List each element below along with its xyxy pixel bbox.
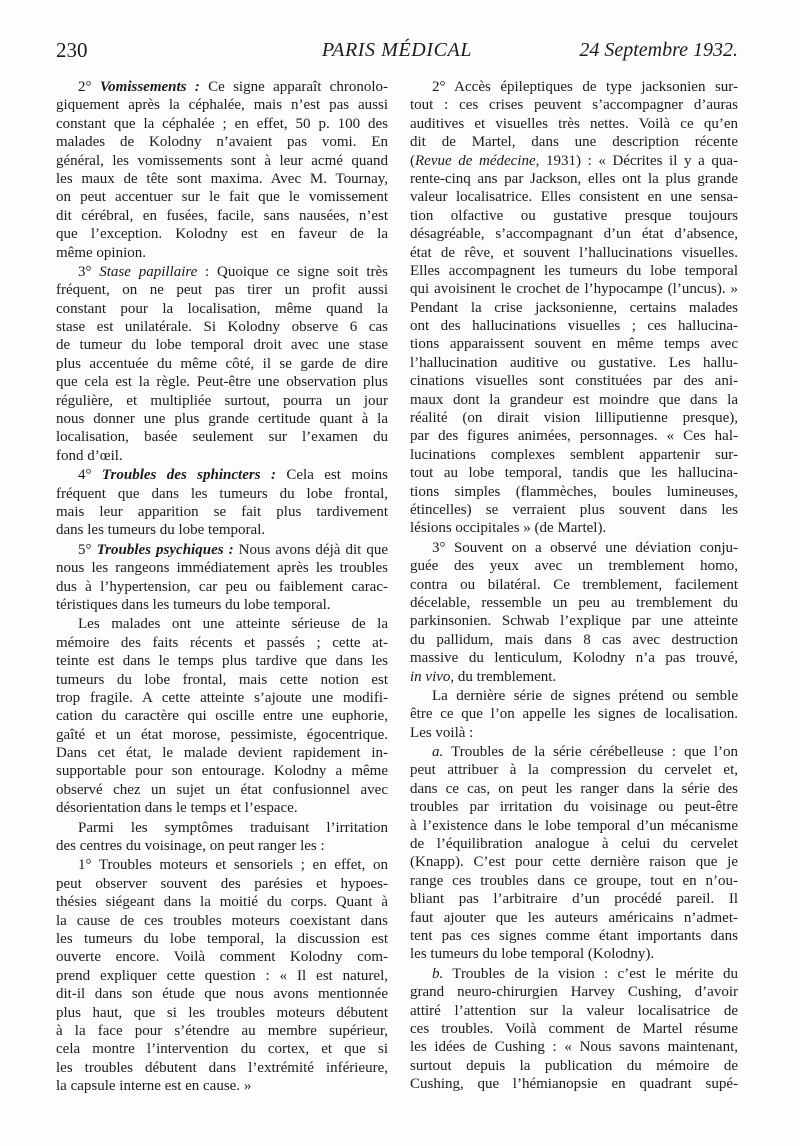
text-run: ouverte encore. Voilà comment Kolodny com- [56,949,388,966]
text-run: nous donner une plus grande certitude quant à la [56,411,388,428]
text-run: Parmi les symptômes traduisant l’irritation [78,819,388,836]
text-run: de l’équilibration analogue à celui du cervelet [410,836,738,853]
italic-text: Stase papillaire [99,263,198,280]
text-run: Nous avons déjà dit que [233,541,389,558]
page-header [56,37,738,63]
text-run: grand neuro-chirurgien Harvey Cushing, d’avoir [410,984,738,1001]
text-run: désagréable, s’accompagnant d’un état d’absence, [410,226,738,243]
paragraph [410,78,738,538]
text-run: dans ce cas, on peut les ranger dans la série des [410,780,738,797]
text-run: fond d’œil. [56,447,123,464]
italic-text: Revue de médecine [415,152,536,169]
text-line [56,355,388,373]
text-line [56,948,388,966]
text-run: état de rêve, et souvent l’hallucinations visuelles. [410,244,738,261]
italic-text: a. [432,744,444,761]
text-line [410,817,738,835]
text-line [56,503,388,521]
text-line [410,1057,738,1075]
text-run: ont des hallucinations visuelles ; ces hallucina- [410,318,738,335]
text-run: dans les tumeurs du lobe temporal. [56,522,266,539]
text-run: Troubles de la série cérébelleuse : que l’on [443,744,738,761]
text-line [56,912,388,930]
text-line [410,409,738,427]
text-line [410,761,738,779]
text-line [410,576,738,594]
text-line [410,743,738,761]
text-line [56,207,388,225]
section-heading: Troubles des sphincters : [101,467,276,484]
text-line [410,354,738,372]
text-line [56,263,388,281]
text-line [410,983,738,1001]
text-line [56,485,388,503]
text-line [56,967,388,985]
text-run: ( [410,152,415,169]
text-run: cela montre l’intervention du cortex, et que si [56,1041,388,1058]
text-run: à la face pour s’étendre au membre supérieur, [56,1022,388,1039]
text-run: bliant pas l’arbitraire d’un procédé pareil. Il [410,891,738,908]
text-line [56,1077,388,1095]
text-line [410,1002,738,1020]
text-run: valeur localisatrice. Elles consistent en une sensa- [410,189,738,206]
text-run: (Knapp). C’est pour cette dernière raison que je [410,854,738,871]
text-run: prend expliquer cette question : « Il est naturel, [56,967,388,984]
text-line [410,780,738,798]
text-run: peut observer souvent des parésies et hypoes- [56,875,388,892]
text-run: que l’exception. Kolodny est en faveur de la [56,226,388,243]
text-line [410,501,738,519]
italic-text: b. [432,965,444,982]
text-run: Dans cet état, le malade devient rapidement in- [56,745,388,762]
journal-title: PARIS MÉDICAL [321,39,473,61]
text-line [56,392,388,410]
text-run: lucinations complexes semblent appartenir sur- [410,446,738,463]
text-line [56,596,388,614]
text-run: stase est unilatérale. Si Kolodny observe 6 cas [56,319,388,336]
text-line [410,372,738,390]
text-run: nous les rangeons immédiatement après les troubles [56,560,388,577]
text-line [56,133,388,151]
page-number: 230 [56,38,88,62]
text-line [410,446,738,464]
text-run: la capsule interne est en cause. » [56,1078,252,1095]
text-run: La dernière série de signes prétend ou semble [432,687,738,704]
text-run: tout : ces crises peuvent s’accompagner d’auras [410,97,738,114]
text-line [410,78,738,96]
text-line [410,594,738,612]
text-line [410,909,738,927]
text-line [410,391,738,409]
text-line [56,78,388,96]
text-run: de tumeur du lobe temporal droit avec une stase [56,337,388,354]
text-line [410,483,738,501]
paragraph [56,541,388,615]
text-line [56,281,388,299]
text-run: faut ajouter que les auteurs américains n’admet- [410,909,738,926]
text-line [410,207,738,225]
text-line [56,744,388,762]
text-run: 2° Accès épileptiques de type jacksonien sur- [432,79,738,95]
text-run: les tumeurs du lobe temporal (Kolodny). [410,946,655,963]
section-heading: Vomissements : [99,79,200,95]
text-run: constant pour la localisation, même quand la [56,300,388,317]
text-line [56,652,388,670]
text-line [410,115,738,133]
text-run: les troubles débutent dans l’extrémité inférieure, [56,1059,388,1076]
text-line [56,781,388,799]
text-line [410,539,738,557]
text-line [56,1004,388,1022]
text-line [56,428,388,446]
text-run: tent pas ces signes comme étant importants dans [410,927,738,944]
text-line [56,559,388,577]
text-run: mais leur apparition se fait plus tardivement [56,503,388,520]
text-line [56,1059,388,1077]
text-run: la cause de ces troubles moteurs coexistant dans [56,912,388,929]
text-run: des centres du voisinage, on peut ranger les : [56,838,325,855]
text-run: contra ou bilatéral. Ce tremblement, facilement [410,576,738,593]
text-line [410,1075,738,1093]
text-run: Troubles de la vision : c’est le mérite du [443,965,738,982]
text-run: étincelles) se verraient plus souvent dans les [410,501,738,518]
text-line [56,466,388,484]
text-line [410,927,738,945]
text-line [56,707,388,725]
text-run: lésions occipitales » (de Martel). [410,520,607,537]
text-run: tion olfactive ou gustative presque toujours [410,207,738,224]
text-line [410,705,738,723]
text-run: parkinsonien. Schwab l’explique par une atteinte [410,613,738,630]
text-run: tions simples (flammèches, boules lumineuses, [410,483,738,500]
paragraph [410,687,738,742]
text-run: fréquent que dans les tumeurs du lobe frontal, [56,485,388,502]
right-column [410,78,738,1093]
text-run: les idées de Cushing : « Nous savons maintenant, [410,1039,738,1056]
section-heading: Troubles psychiques : [96,541,234,558]
text-line [56,96,388,114]
text-line [56,336,388,354]
text-run: dus à l’hypertension, car peu ou faiblement carac- [56,578,388,595]
text-run: tout au lobe temporal, tandis que les hallucina- [410,465,738,482]
text-line [56,634,388,652]
text-run: Elles accompagnent les tumeurs du lobe temporal [410,262,738,279]
paragraph [410,743,738,964]
text-run: maux dont la grandeur est moindre que dans la [410,391,738,408]
text-line [410,853,738,871]
text-run: giquement après la céphalée, mais n’est pas aussi [56,97,388,114]
text-run: l’hallucination auditive ou gustative. Les hallu- [410,354,738,371]
text-line [56,541,388,559]
text-run: Ce signe apparaît chronolo- [199,79,388,95]
text-line [56,799,388,817]
text-run: surtout depuis la publication du mémoire de [410,1057,738,1074]
text-line [56,930,388,948]
text-run: désorientation dans le temps et l’espace. [56,800,298,817]
text-run: plus haut, que si les troubles moteurs débutent [56,1004,388,1021]
text-run: tions apparaissent souvent en même temps avec [410,336,738,353]
paragraph [56,856,388,1095]
text-line [56,152,388,170]
text-run: , 1931) : « Décrites il y a qua- [535,152,738,169]
text-run: rente-cinq ans par Jackson, elles ont la plus grande [410,170,738,187]
text-run: même opinion. [56,244,146,261]
text-run: mémoire des faits récents et passés ; cette at- [56,634,388,651]
text-line [56,225,388,243]
paragraph [56,78,388,262]
text-line [56,447,388,465]
text-run: , du tremblement. [450,668,557,685]
text-run: les tumeurs du lobe temporal, la discussion est [56,930,388,947]
text-run: dit cérébral, en fusées, facile, sans nausées, n’est [56,207,388,224]
text-run: par des figures animées, personnages. « Ces hal- [410,428,738,445]
text-line [410,890,738,908]
text-line [56,373,388,391]
text-run: 2° [78,79,100,95]
text-line [410,335,738,353]
text-line [56,985,388,1003]
text-line [410,464,738,482]
text-line [410,225,738,243]
text-run: 3° Souvent on a observé une déviation conju- [432,539,738,556]
text-line [410,299,738,317]
text-run: Les malades ont une atteinte sérieuse de la [78,616,388,633]
text-run: : Quoique ce signe soit très [197,263,388,280]
text-line [410,687,738,705]
paragraph [56,615,388,817]
text-line [410,798,738,816]
text-line [410,945,738,963]
text-line [56,410,388,428]
italic-text: in vivo [410,668,451,685]
text-run: cinations visuelles sont constituées par des ani- [410,373,738,390]
paragraph [56,819,388,856]
text-run: observé chez un sujet un état confusionnel avec [56,781,388,798]
text-run: troubles par irritation du voisinage ou peut-être [410,799,738,816]
text-line [56,893,388,911]
text-line [56,689,388,707]
issue-date: 24 Septembre 1932. [579,39,738,61]
text-line [56,521,388,539]
text-line [410,170,738,188]
text-line [56,170,388,188]
text-line [410,612,738,630]
text-run: massive du lenticulum, Kolodny n’a pas trouvé, [410,650,738,667]
text-line [56,856,388,874]
text-line [56,875,388,893]
text-run: localisation, basée seulement sur l’examen du [56,429,388,446]
text-line [56,1022,388,1040]
text-run: dit de Martel, dans une description récente [410,134,738,151]
text-run: 4° [78,467,102,484]
text-line [410,262,738,280]
text-line [410,133,738,151]
text-run: les maux de tête sont maxima. Avec M. Tournay, [56,170,388,187]
text-run: range ces troubles dans ce groupe, tout en n’ou- [410,872,738,889]
text-line [56,115,388,133]
text-run: téristiques dans les tumeurs du lobe temporal. [56,596,331,613]
text-line [56,318,388,336]
text-run: fréquent, on ne peut pas tirer un profit aussi [56,282,388,299]
text-run: trop fragile. A cette atteinte s’ajoute une modifi- [56,689,388,706]
text-run: auditives et visuelles très nettes. Voilà ce qu’en [410,115,738,132]
text-line [410,557,738,575]
text-run: guée des yeux avec un tremblement homo, [410,558,738,575]
text-line [410,835,738,853]
text-run: teinte est dans le temps plus tardive que dans les [56,653,388,670]
text-run: du pallidum, mais dans 8 cas avec destruction [410,631,738,648]
text-run: Pendant la crise jacksonienne, certains malades [410,299,738,316]
text-run: gaîté et un état morose, pessimiste, égocentrique. [56,726,388,743]
text-run: thésies siégeant dans la moitié du corps. Quant à [56,894,388,911]
text-line [56,300,388,318]
text-run: Les voilà : [410,724,474,741]
paragraph [56,466,388,540]
text-run: attiré l’attention sur la valeur localisatrice de [410,1002,738,1019]
text-line [56,671,388,689]
text-run: supportable pour son entourage. Kolodny a même [56,763,388,780]
paragraph [410,965,738,1094]
text-run: à l’existence dans le lobe temporal d’un mécanisme [410,817,738,834]
text-line [56,578,388,596]
text-line [56,1040,388,1058]
text-line [410,631,738,649]
text-run: plus accentuée du même côté, il se garde de dire [56,355,388,372]
text-line [410,427,738,445]
text-run: dit-il dans son étude que nous avons mentionnée [56,986,388,1003]
text-run: constant que la céphalée ; en effet, 50 p. 100 des [56,115,388,132]
paragraph [410,539,738,686]
text-run: régulière, et multipliée surtout, pourra un jour [56,392,388,409]
text-run: malades de Kolodny n’avaient pas vomi. En [56,134,388,151]
left-column [56,78,388,1095]
text-run: ces troubles. Voilà comment de Martel résume [410,1020,738,1037]
text-line [410,668,738,686]
text-run: Cela est moins [275,467,389,484]
text-run: général, les vomissements sont à leur acmé quand [56,152,388,169]
text-run: Cushing, que l’hémianopsie en quadrant supé- [410,1076,738,1093]
text-line [410,280,738,298]
text-run: tumeurs du lobe frontal, mais cette notion est [56,671,388,688]
text-line [56,244,388,262]
text-run: 3° [78,263,100,280]
text-line [410,724,738,742]
text-line [56,615,388,633]
text-line [410,519,738,537]
text-line [410,244,738,262]
text-line [410,649,738,667]
text-line [410,152,738,170]
text-line [410,1038,738,1056]
text-line [410,872,738,890]
text-run: 5° [78,541,97,558]
text-line [56,837,388,855]
text-line [56,762,388,780]
text-line [56,188,388,206]
text-line [410,96,738,114]
text-run: peut attribuer à la compression du cervelet et, [410,762,738,779]
text-line [410,317,738,335]
text-run: on peut accentuer sur le fait que le vomissement [56,189,388,206]
text-run: que cela est la règle. Peut-être une observation plus [56,374,388,391]
text-line [410,188,738,206]
text-run: réalité (on dirait vision lilliputienne presque), [410,410,738,427]
text-run: qui avoisinent le crochet de l’hypocampe (l’uncus). » [410,281,738,298]
text-run: être ce que l’on appelle les signes de localisation. [410,706,738,723]
paragraph [56,263,388,465]
text-run: cation du caractère qui oscille entre une euphorie, [56,708,388,725]
text-line [56,726,388,744]
text-run: décelable, ressemble un peu au tremblement du [410,594,738,611]
text-line [56,819,388,837]
text-line [410,1020,738,1038]
text-run: 1° Troubles moteurs et sensoriels ; en effet, on [78,857,388,874]
text-line [410,965,738,983]
